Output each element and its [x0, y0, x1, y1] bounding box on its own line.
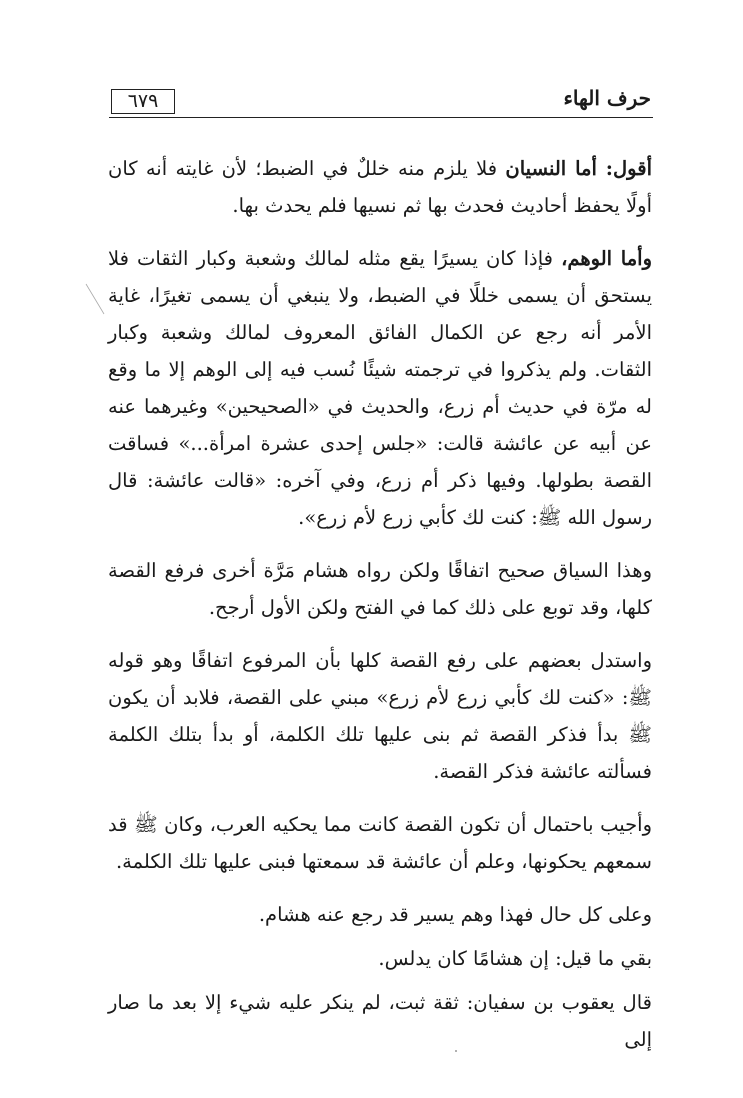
body-text [108, 150, 652, 1065]
paragraph-text: وعلى كل حال فهذا وهم يسير قد رجع عنه هشام. [258, 903, 652, 926]
paragraph-inference [108, 642, 652, 790]
paragraph-text: فلا يلزم منه خللٌ في الضبط؛ لأن غايته أنه كان أولًا يحفظ أحاديث فحدث بها ثم نسيها فلم يحدث بها. [108, 157, 652, 217]
paragraph-text: فإذا كان يسيرًا يقع مثله لمالك وشعبة وكبار الثقات فلا يستحق أن يسمى خللًا في الضبط، ولا ينبغي أن يسمى تغيرًا، غاية الأمر أنه رجع عن الكمال الفائق المعروف لمالك وشعبة وكبار الثقات. ولم يذكروا في ترجمته شيئًا نُسب فيه إلى الوهم إلا ما وقع له مرّة في حديث أم زرع، والحديث في «الصحيحين» وغيرهما عنه عن أبيه عن عائشة قالت: «جلس إحدى عشرة امرأة...» فساقت القصة بطولها. وفيها ذكر أم زرع، وفي آخره: «قالت عائشة: قال رسول الله ﷺ: كنت لك كأبي زرع لأم زرع». [108, 247, 652, 529]
paragraph-forgetting [108, 150, 652, 224]
paragraph-illusion [108, 240, 652, 536]
paragraph-answer [108, 806, 652, 880]
header-rule [109, 117, 653, 118]
paragraph-text: واستدل بعضهم على رفع القصة كلها بأن المرفوع اتفاقًا وهو قوله ﷺ: «كنت لك كأبي زرع لأم زرع» مبني على القصة، فلابد أن يكون ﷺ بدأ فذكر القصة ثم بنى عليها تلك الكلمة، أو بدأ بتلك الكلمة فسألته عائشة فذكر القصة. [108, 649, 652, 783]
paragraph-text: وأجيب باحتمال أن تكون القصة كانت مما يحكيه العرب، وكان ﷺ قد سمعهم يحكونها، وعلم أن عائشة قد سمعتها فبنى عليها تلك الكلمة. [108, 813, 652, 873]
paragraph-text: وهذا السياق صحيح اتفاقًا ولكن رواه هشام مَرَّة أخرى فرفع القصة كلها، وقد توبع على ذلك كما في الفتح ولكن الأول أرجح. [108, 559, 652, 619]
paragraph-yaqub [108, 984, 652, 1058]
paragraph-lead: أقول: أما النسيان [505, 157, 652, 180]
scan-speck [455, 1050, 457, 1052]
paragraph-context [108, 552, 652, 626]
paragraph-tadlis [108, 940, 652, 977]
paragraph-conclusion [108, 896, 652, 933]
page-header [105, 86, 653, 122]
paragraph-text: بقي ما قيل: إن هشامًا كان يدلس. [378, 947, 652, 970]
page-number: ٦٧٩ [111, 89, 175, 114]
paragraph-text: قال يعقوب بن سفيان: ثقة ثبت، لم ينكر عليه شيء إلا بعد ما صار إلى [108, 991, 652, 1051]
running-title: حرف الهاء [563, 86, 651, 110]
margin-mark-icon [84, 282, 106, 316]
paragraph-lead: وأما الوهم، [561, 247, 652, 270]
